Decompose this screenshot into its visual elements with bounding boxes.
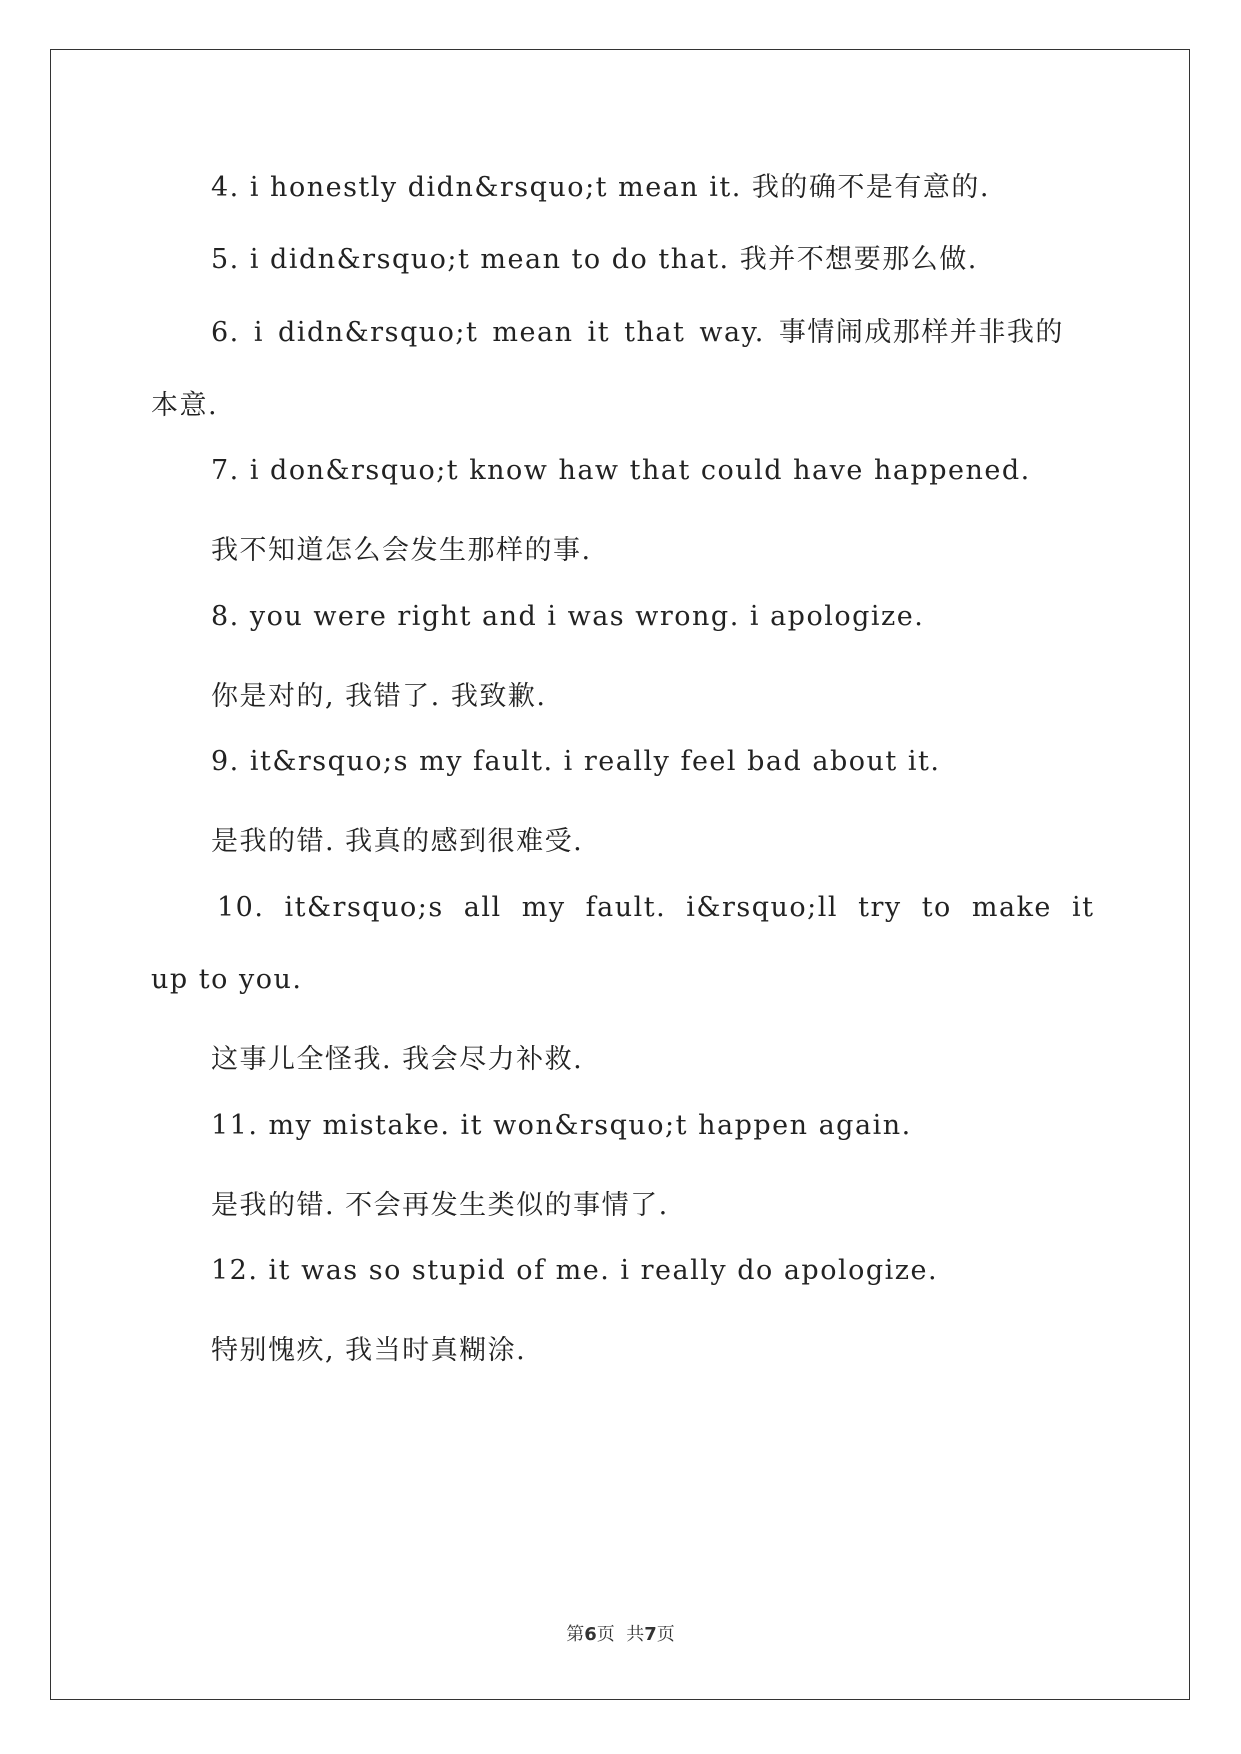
text-line: 你是对的, 我错了. 我致歉. bbox=[211, 681, 547, 712]
text-line: 6. i didn&rsquo;t mean it that way. 事情闹成那样并非我的 bbox=[211, 317, 1064, 348]
total-page-number: 7 bbox=[644, 1624, 657, 1645]
text-line: 10. it&rsquo;s all my fault. i&rsquo;ll try to make it bbox=[217, 892, 1095, 923]
text-line: 本意. bbox=[151, 390, 219, 421]
text-line: 11. my mistake. it won&rsquo;t happen again. bbox=[211, 1110, 912, 1141]
page-footer bbox=[0, 1620, 1241, 1646]
current-page-number: 6 bbox=[584, 1624, 597, 1645]
text-line: 4. i honestly didn&rsquo;t mean it. 我的确不是有意的. bbox=[211, 172, 990, 203]
text-line: 5. i didn&rsquo;t mean to do that. 我并不想要那么做. bbox=[211, 244, 978, 275]
text-line: 9. it&rsquo;s my fault. i really feel bad about it. bbox=[211, 746, 941, 777]
text-line: 是我的错. 不会再发生类似的事情了. bbox=[211, 1190, 669, 1221]
text-line: 特别愧疚, 我当时真糊涂. bbox=[211, 1335, 527, 1366]
footer-suffix: 页 bbox=[656, 1624, 675, 1645]
text-line: 我不知道怎么会发生那样的事. bbox=[211, 535, 592, 566]
footer-mid: 页 共 bbox=[596, 1624, 645, 1645]
text-line: 8. you were right and i was wrong. i apologize. bbox=[211, 601, 925, 632]
text-line: 是我的错. 我真的感到很难受. bbox=[211, 826, 584, 857]
text-line: up to you. bbox=[151, 964, 303, 995]
text-line: 这事儿全怪我. 我会尽力补救. bbox=[211, 1044, 584, 1075]
footer-prefix: 第 bbox=[566, 1624, 585, 1645]
page-border bbox=[50, 49, 1190, 1700]
text-line: 7. i don&rsquo;t know haw that could have happened. bbox=[211, 455, 1031, 486]
text-line: 12. it was so stupid of me. i really do apologize. bbox=[211, 1255, 939, 1286]
